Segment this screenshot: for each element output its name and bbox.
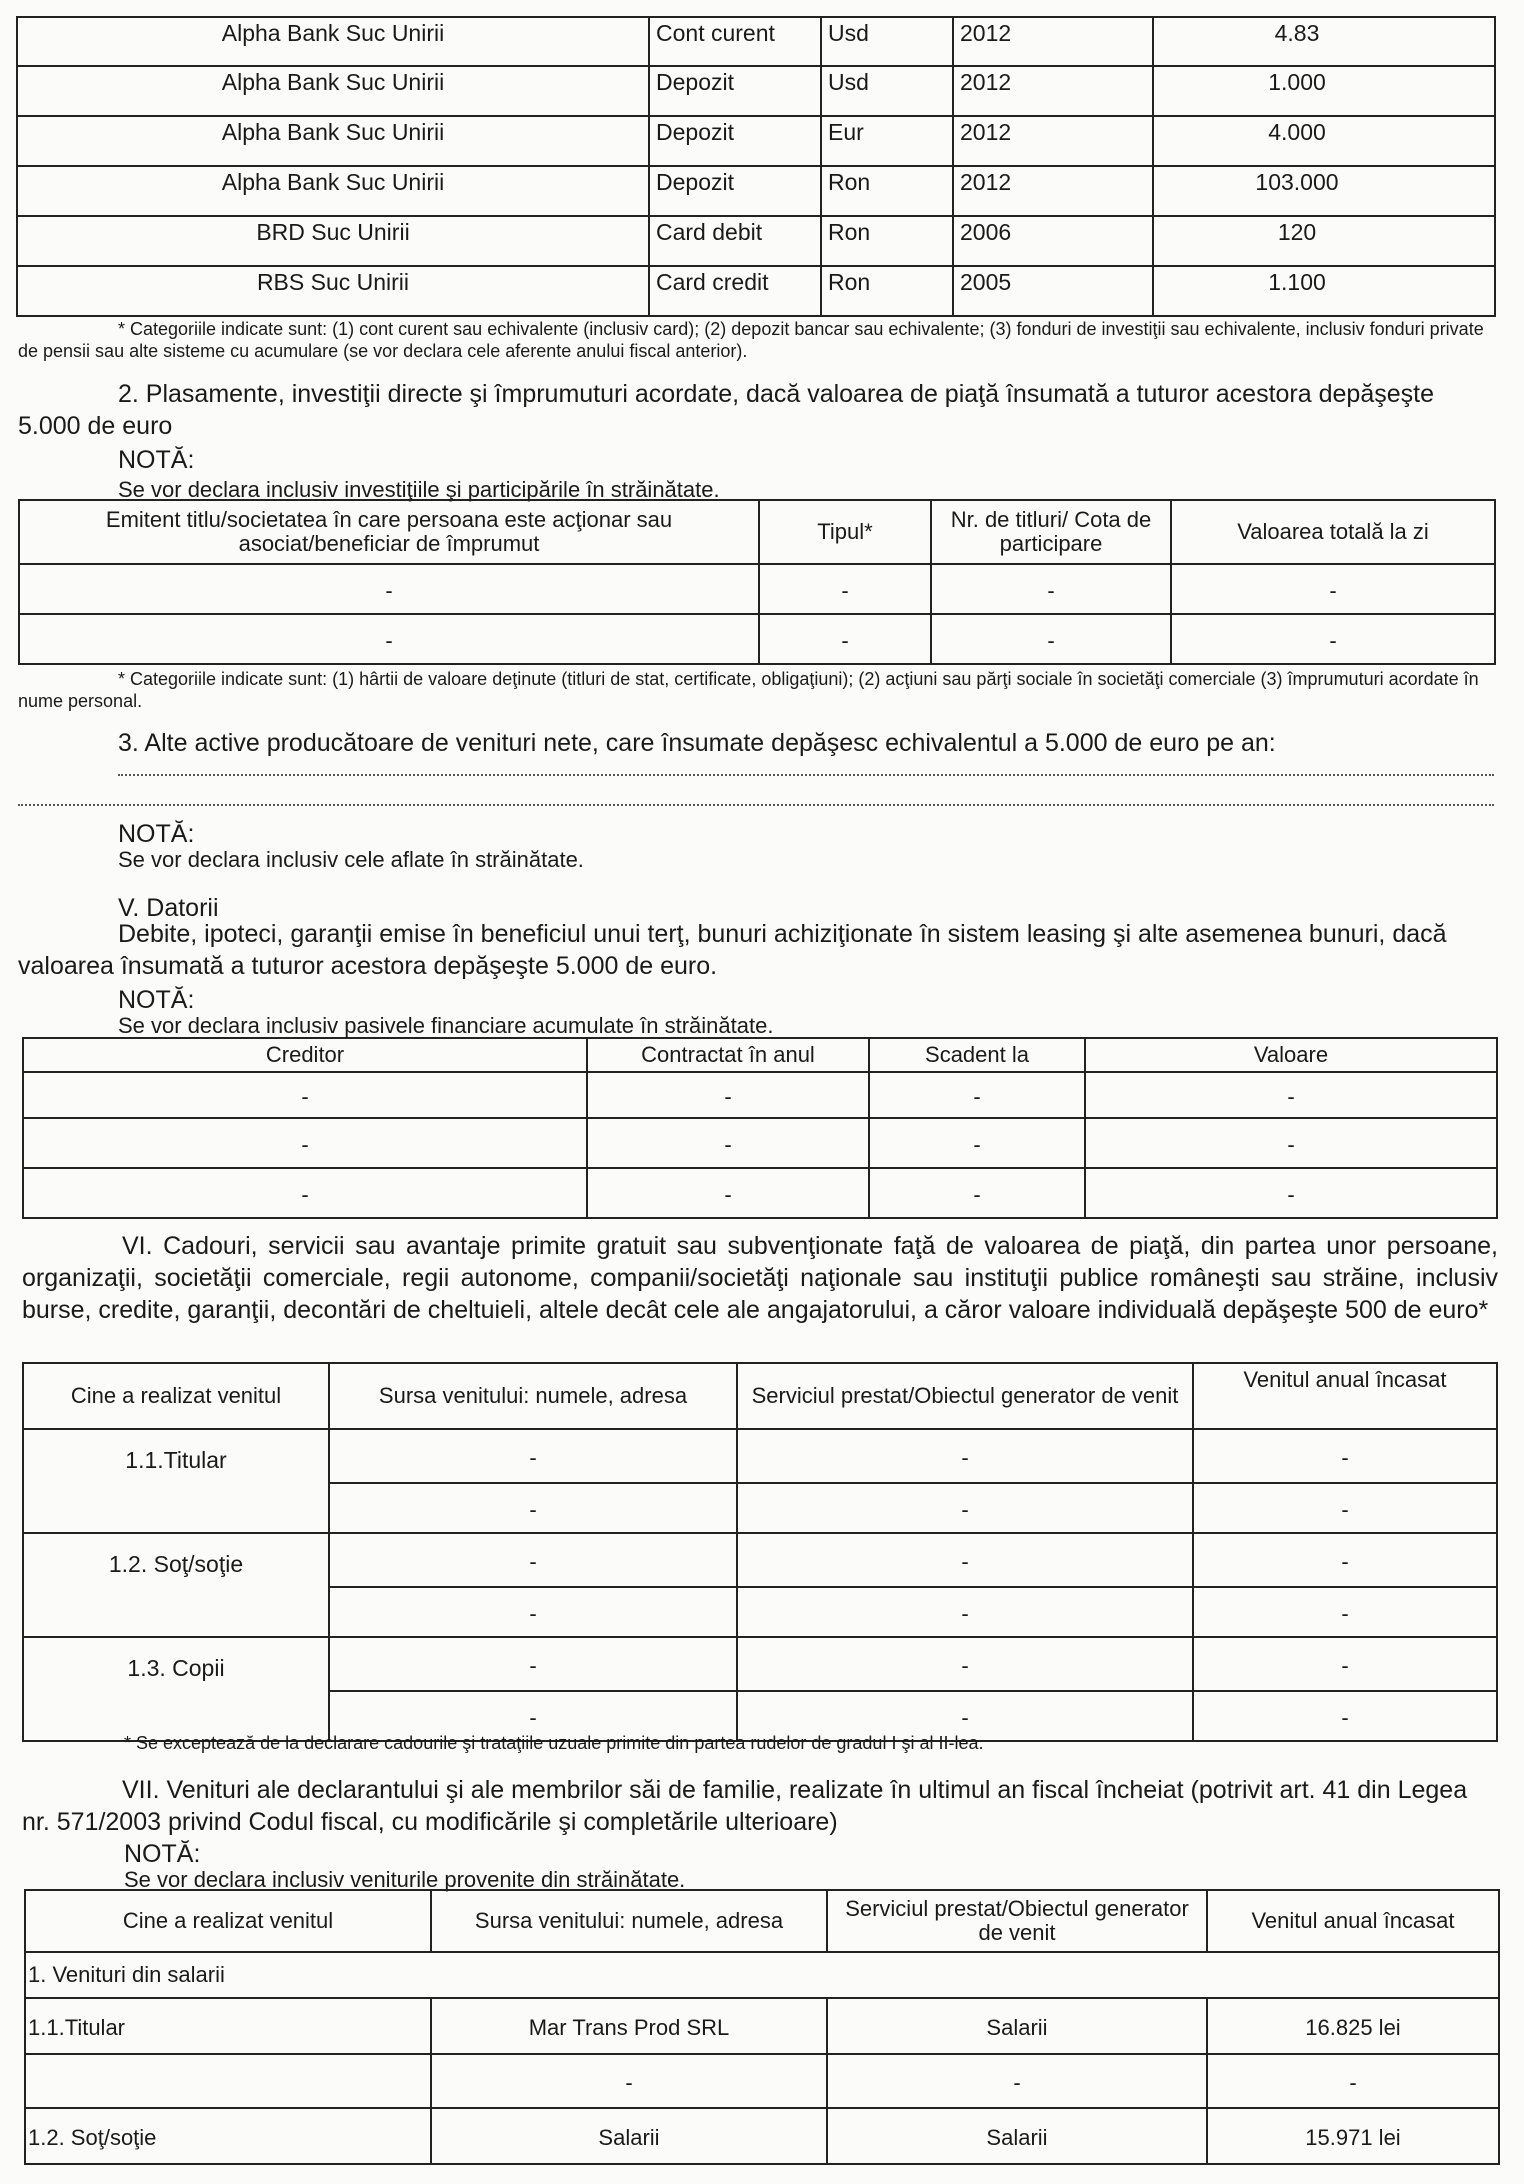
dash-cell: - [329, 1483, 737, 1533]
year-cell: 2012 [953, 17, 1153, 66]
dash-cell: - [1193, 1637, 1497, 1691]
dash-cell: - [737, 1691, 1193, 1741]
investments-table [18, 499, 1496, 665]
account-type-cell: Depozit [649, 166, 821, 216]
dash-cell: - [737, 1587, 1193, 1637]
institution-cell: Alpha Bank Suc Unirii [17, 66, 649, 116]
section5-title: V. Datorii [118, 894, 219, 922]
investments-footnote: * Categoriile indicate sunt: (1) hârtii de valoare deţinute (titluri de stat, certificate, obligaţiuni); (2) acţiuni sau părţi sociale în societăţi comerciale (3) împrumuturi acordate în nume personal. [18, 669, 1479, 711]
income-table [24, 1889, 1500, 2165]
dash-cell: - [1193, 1533, 1497, 1587]
table-row: 1.2. Soţ/soţie Salarii Salarii 15.971 lei [25, 2108, 1499, 2164]
section5-nota-text: Se vor declara inclusiv pasivele financiare acumulate în străinătate. [118, 1013, 774, 1038]
section7-nota-text: Se vor declara inclusiv veniturile provenite din străinătate. [124, 1867, 686, 1892]
balance-cell: 4.000 [1153, 116, 1495, 166]
currency-cell: Ron [821, 166, 953, 216]
table-row: - - - - [23, 1118, 1497, 1168]
col-scadent-header: Scadent la [869, 1038, 1085, 1072]
table-row: - - - - [23, 1168, 1497, 1218]
currency-cell: Usd [821, 17, 953, 66]
institution-cell: RBS Suc Unirii [17, 266, 649, 316]
balance-cell: 4.83 [1153, 17, 1495, 66]
section3-nota-text: Se vor declara inclusiv cele aflate în străinătate. [118, 847, 584, 872]
section5-nota-label: NOTĂ: [118, 986, 195, 1014]
col-serviciul-header: Serviciul prestat/Obiectul generator de venit [737, 1363, 1193, 1429]
dash-cell: - [329, 1533, 737, 1587]
dash-cell: - [329, 1587, 737, 1637]
table-row: 1.1.Titular Mar Trans Prod SRL Salarii 16.825 lei [25, 1998, 1499, 2054]
currency-cell: Ron [821, 216, 953, 266]
dash-cell: - [1193, 1429, 1497, 1483]
col-tipul-header: Tipul* [759, 500, 931, 564]
account-type-cell: Cont curent [649, 17, 821, 66]
beneficiary-cell: 1.2. Soţ/soţie [23, 1533, 329, 1637]
col-sursa-header: Sursa venitului: numele, adresa [431, 1890, 827, 1952]
account-type-cell: Card debit [649, 216, 821, 266]
col-cine-header: Cine a realizat venitul [23, 1363, 329, 1429]
balance-cell: 1.000 [1153, 66, 1495, 116]
dash-cell: - [1193, 1691, 1497, 1741]
section7-title: VII. Venituri ale declarantului şi ale membrilor săi de familie, realizate în ultimul an fiscal încheiat (potrivit art. 41 din Legea nr. 571/2003 privind Codul fiscal, cu modificările şi completările ulterioare) [22, 1776, 1468, 1836]
beneficiary-cell: 1.3. Copii [23, 1637, 329, 1741]
debts-table [22, 1037, 1498, 1219]
table-row: - - - - [23, 1072, 1497, 1118]
col-valoare-header: Valoarea totală la zi [1171, 500, 1495, 564]
currency-cell: Ron [821, 266, 953, 316]
dotted-line [18, 804, 1494, 806]
table-row: - - - - [19, 564, 1495, 614]
table-row [17, 116, 1495, 166]
balance-cell: 1.100 [1153, 266, 1495, 316]
col-valoare-header: Valoare [1085, 1038, 1497, 1072]
col-cine-header: Cine a realizat venitul [25, 1890, 431, 1952]
table-row [23, 1637, 1497, 1691]
balance-cell: 103.000 [1153, 166, 1495, 216]
gifts-table [22, 1362, 1498, 1742]
col-serviciul-header: Serviciul prestat/Obiectul generator de venit [827, 1890, 1207, 1952]
dotted-line [118, 774, 1494, 776]
table-row [17, 166, 1495, 216]
section3-title: 3. Alte active producătoare de venituri nete, care însumate depăşesc echivalentul a 5.000 de euro pe an: [118, 729, 1276, 757]
dash-cell: - [737, 1483, 1193, 1533]
dash-cell: - [737, 1533, 1193, 1587]
institution-cell: Alpha Bank Suc Unirii [17, 17, 649, 66]
section7-nota-label: NOTĂ: [124, 1840, 201, 1868]
table-row [17, 66, 1495, 116]
year-cell: 2005 [953, 266, 1153, 316]
section6-title: VI. Cadouri, servicii sau avantaje primite gratuit sau subvenţionate faţă de valoarea de piaţă, din partea unor persoane, organizaţii, societăţii comerciale, regii autonome, companii/societăţi naţionale sau instituţii publice româneşti sau străine, inclusiv burse, credite, garanţii, decontări de cheltuieli, altele decât cele ale angajatorului, a căror valoare individuală depăşeşte 500 de euro* [22, 1232, 1498, 1324]
col-sursa-header: Sursa venitului: numele, adresa [329, 1363, 737, 1429]
table-row [17, 17, 1495, 66]
account-type-cell: Depozit [649, 116, 821, 166]
col-contractat-header: Contractat în anul [587, 1038, 869, 1072]
dash-cell: - [737, 1429, 1193, 1483]
bank-accounts-table [16, 16, 1496, 317]
dash-cell: - [1193, 1483, 1497, 1533]
dash-cell: - [1193, 1587, 1497, 1637]
gifts-footnote: * Se exceptează de la declarare cadourile şi trataţiile uzuale primite din partea rudelor de gradul I şi al II-lea. [124, 1733, 984, 1753]
dash-cell: - [737, 1637, 1193, 1691]
table-row [23, 1429, 1497, 1483]
table-row [17, 266, 1495, 316]
section3-nota-label: NOTĂ: [118, 820, 195, 848]
table-row: - - - [25, 2054, 1499, 2108]
accounts-footnote: * Categoriile indicate sunt: (1) cont curent sau echivalente (inclusiv card); (2) depozit bancar sau echivalente; (3) fonduri de investiţii sau echivalente, inclusiv fonduri private de pensii sau alte sisteme cu acumulare (se vor declara cele aferente anului fiscal anterior). [18, 319, 1484, 361]
section5-text: Debite, ipoteci, garanţii emise în beneficiul unui terţ, bunuri achiziţionate în sistem leasing şi alte asemenea bunuri, dacă valoarea însumată a tuturor acestora depăşeşte 5.000 de euro. [18, 920, 1447, 980]
year-cell: 2012 [953, 116, 1153, 166]
dash-cell: - [329, 1637, 737, 1691]
table-row: - - - - [19, 614, 1495, 664]
income-category: 1. Venituri din salarii [25, 1952, 1499, 1998]
section2-nota-label: NOTĂ: [118, 446, 195, 474]
table-row [17, 216, 1495, 266]
dash-cell: - [329, 1691, 737, 1741]
currency-cell: Eur [821, 116, 953, 166]
institution-cell: BRD Suc Unirii [17, 216, 649, 266]
institution-cell: Alpha Bank Suc Unirii [17, 116, 649, 166]
col-nr-titluri-header: Nr. de titluri/ Cota de participare [931, 500, 1171, 564]
col-venitul-header: Venitul anual încasat [1193, 1363, 1497, 1429]
currency-cell: Usd [821, 66, 953, 116]
year-cell: 2012 [953, 66, 1153, 116]
year-cell: 2006 [953, 216, 1153, 266]
col-emitent-header: Emitent titlu/societatea în care persoana este acţionar sau asociat/beneficiar de împrumut [19, 500, 759, 564]
col-creditor-header: Creditor [23, 1038, 587, 1072]
account-type-cell: Card credit [649, 266, 821, 316]
table-row [23, 1533, 1497, 1587]
institution-cell: Alpha Bank Suc Unirii [17, 166, 649, 216]
dash-cell: - [329, 1429, 737, 1483]
section2-nota-text: Se vor declara inclusiv investiţiile şi participările în străinătate. [118, 477, 720, 502]
balance-cell: 120 [1153, 216, 1495, 266]
account-type-cell: Depozit [649, 66, 821, 116]
section2-title: 2. Plasamente, investiţii directe şi împrumuturi acordate, dacă valoarea de piaţă însumată a tuturor acestora depăşeşte 5.000 de euro [18, 380, 1434, 440]
year-cell: 2012 [953, 166, 1153, 216]
beneficiary-cell: 1.1.Titular [23, 1429, 329, 1533]
col-venitul-header: Venitul anual încasat [1207, 1890, 1499, 1952]
